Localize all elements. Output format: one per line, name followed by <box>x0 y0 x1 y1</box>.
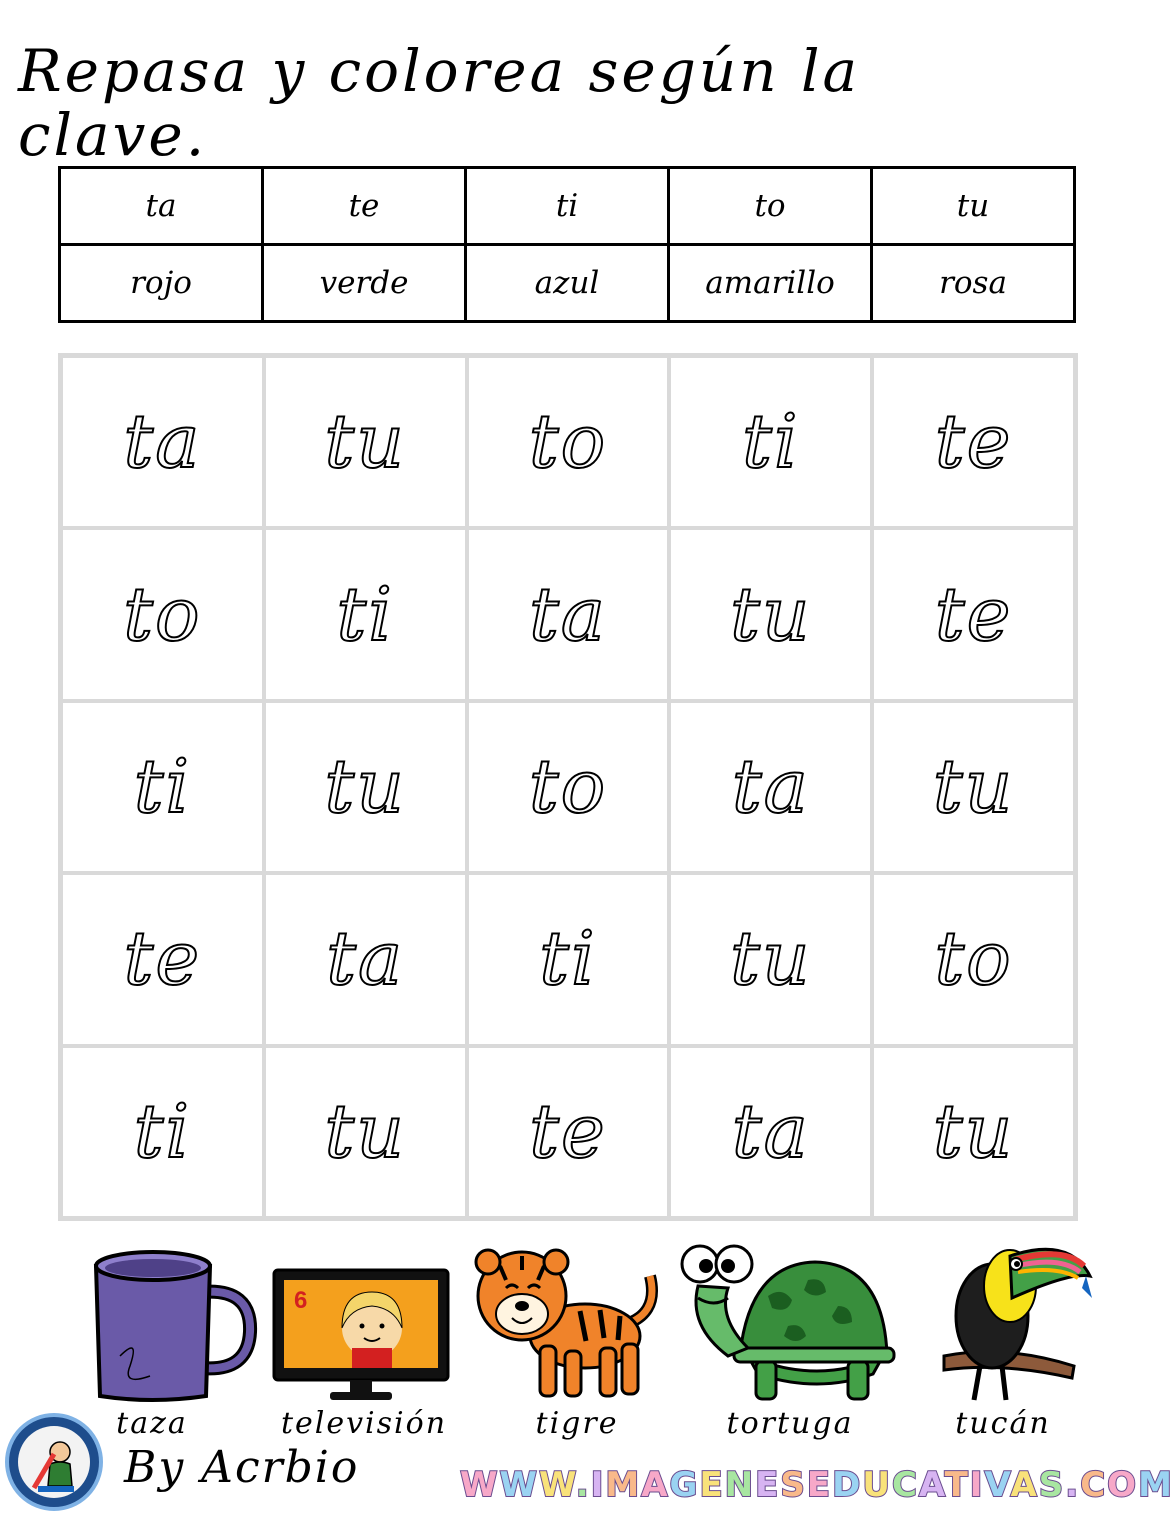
key-syllable: ti <box>466 168 669 245</box>
website-letter: . <box>575 1465 591 1505</box>
website-letter: C <box>891 1465 919 1505</box>
website-letter: O <box>1107 1465 1139 1505</box>
toucan-icon <box>940 1236 1100 1406</box>
picture-label: tucán <box>955 1406 1051 1441</box>
website-letter: I <box>590 1465 606 1505</box>
key-syllable: ta <box>60 168 263 245</box>
trace-syllable: ta <box>529 571 607 658</box>
trace-syllable: to <box>528 399 608 486</box>
grid-cell[interactable] <box>669 1046 872 1218</box>
trace-syllable: tu <box>932 743 1015 830</box>
grid-cell[interactable] <box>467 1046 670 1218</box>
trace-syllable: tu <box>324 1088 406 1175</box>
cup-icon <box>90 1236 255 1406</box>
tiger-icon <box>470 1236 670 1406</box>
trace-syllable: tu <box>730 916 812 1003</box>
grid-cell[interactable] <box>264 356 467 528</box>
trace-syllable: to <box>123 571 202 658</box>
grid-cell[interactable] <box>872 873 1075 1045</box>
grid-cell[interactable] <box>61 356 264 528</box>
grid-cell[interactable] <box>467 701 670 873</box>
website-letter: W <box>539 1465 576 1505</box>
tracing-grid <box>58 353 1078 1221</box>
key-syllable: te <box>263 168 466 245</box>
trace-syllable: ti <box>133 743 192 830</box>
website-letter: T <box>944 1465 970 1505</box>
website-letter: . <box>1065 1465 1081 1505</box>
website-letter: A <box>918 1465 945 1505</box>
grid-cell[interactable] <box>872 1046 1075 1218</box>
picture-label: taza <box>116 1406 188 1441</box>
grid-cell[interactable] <box>61 873 264 1045</box>
trace-syllable: ta <box>731 743 810 830</box>
website-letter: V <box>984 1465 1011 1505</box>
trace-syllable: te <box>123 916 202 1003</box>
author-logo-icon <box>4 1412 104 1512</box>
key-syllable-row <box>60 168 1075 245</box>
grid-cell[interactable] <box>264 701 467 873</box>
trace-syllable: ti <box>742 399 800 486</box>
tv-channel-number: 6 <box>294 1287 308 1314</box>
page-title: Repasa y colorea según la clave. <box>18 37 861 169</box>
trace-syllable: ti <box>336 571 394 658</box>
key-color: verde <box>263 245 466 322</box>
grid-cell[interactable] <box>264 1046 467 1218</box>
website-letter: C <box>1080 1465 1108 1505</box>
grid-cell[interactable] <box>669 528 872 700</box>
color-key-table <box>58 166 1076 323</box>
website-letter: E <box>806 1465 833 1505</box>
website-letter: A <box>641 1465 670 1505</box>
trace-syllable: tu <box>730 571 812 658</box>
key-color: rosa <box>872 245 1075 322</box>
trace-syllable: tu <box>324 399 406 486</box>
grid-cell[interactable] <box>872 701 1075 873</box>
website-link[interactable] <box>460 1465 1174 1505</box>
website-letter: A <box>1010 1465 1039 1505</box>
website-letter: W <box>460 1465 500 1505</box>
website-letter: W <box>499 1465 540 1505</box>
website-letter: S <box>1038 1465 1066 1505</box>
trace-syllable: ta <box>326 916 405 1003</box>
key-color-row <box>60 245 1075 322</box>
television-icon <box>272 1236 452 1406</box>
website-letter: U <box>862 1465 892 1505</box>
key-syllable: tu <box>872 168 1075 245</box>
grid-cell[interactable] <box>669 701 872 873</box>
trace-syllable: te <box>934 399 1013 486</box>
picture-label: tortuga <box>726 1406 854 1441</box>
picture-label: televisión <box>280 1406 448 1441</box>
grid-cell[interactable] <box>61 701 264 873</box>
trace-syllable: ti <box>133 1088 192 1175</box>
website-letter: M <box>1138 1465 1174 1505</box>
grid-cell[interactable] <box>264 873 467 1045</box>
grid-cell[interactable] <box>467 873 670 1045</box>
website-letter: S <box>780 1465 807 1505</box>
picture-label: tigre <box>535 1406 619 1441</box>
grid-cell[interactable] <box>872 528 1075 700</box>
website-letter: E <box>699 1465 725 1505</box>
trace-syllable: tu <box>324 743 406 830</box>
website-letter: D <box>832 1465 863 1505</box>
grid-cell[interactable] <box>61 1046 264 1218</box>
website-letter: G <box>669 1465 700 1505</box>
grid-cell[interactable] <box>264 528 467 700</box>
trace-syllable: te <box>529 1088 607 1175</box>
website-letter: E <box>755 1465 781 1505</box>
grid-cell[interactable] <box>669 873 872 1045</box>
website-letter: I <box>969 1465 985 1505</box>
trace-syllable: ta <box>123 399 202 486</box>
trace-syllable: ta <box>731 1088 810 1175</box>
website-letter: N <box>724 1465 756 1505</box>
grid-cell[interactable] <box>669 356 872 528</box>
key-color: rojo <box>60 245 263 322</box>
trace-syllable: te <box>934 571 1013 658</box>
grid-cell[interactable] <box>61 528 264 700</box>
grid-cell[interactable] <box>467 528 670 700</box>
trace-syllable: ti <box>539 916 597 1003</box>
turtle-icon <box>678 1236 893 1406</box>
key-color: azul <box>466 245 669 322</box>
website-letter: M <box>605 1465 642 1505</box>
trace-syllable: to <box>528 743 608 830</box>
grid-cell[interactable] <box>467 356 670 528</box>
trace-syllable: to <box>934 916 1013 1003</box>
picture-row <box>0 1236 1135 1446</box>
key-color: amarillo <box>669 245 872 322</box>
grid-cell[interactable] <box>872 356 1075 528</box>
trace-syllable: tu <box>932 1088 1015 1175</box>
key-syllable: to <box>669 168 872 245</box>
author-byline: By Acrbio <box>124 1442 360 1493</box>
